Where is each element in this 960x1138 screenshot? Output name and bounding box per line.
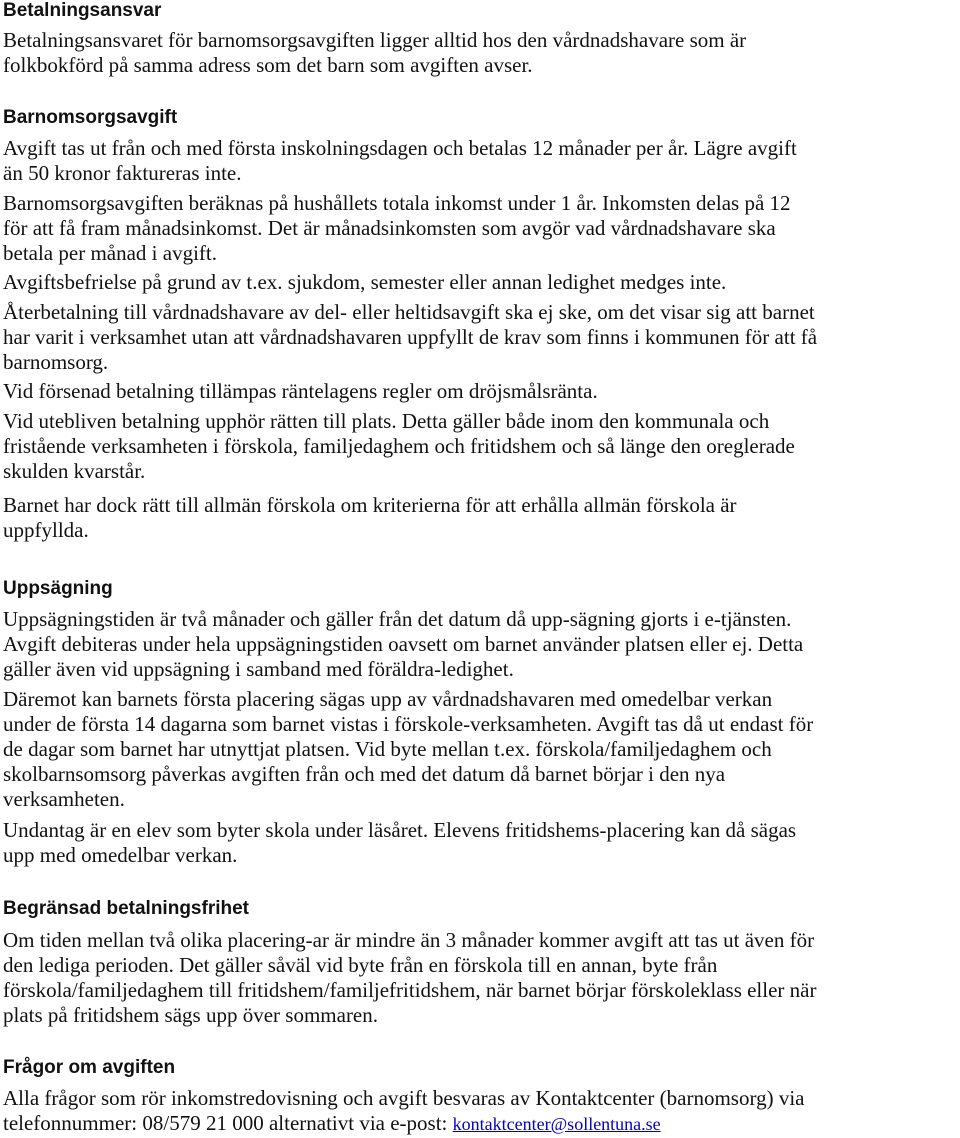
section-heading-fragor-om-avgiften: Frågor om avgiften: [3, 1057, 176, 1078]
section-heading-begransad-betalningsfrihet: Begränsad betalningsfrihet: [3, 898, 249, 919]
paragraph-line: betala per månad i avgift.: [3, 241, 217, 265]
paragraph-line: Undantag är en elev som byter skola under läsåret. Elevens fritidshems-placering kan då sägas: [3, 818, 797, 842]
section-heading-barnomsorgsavgift: Barnomsorgsavgift: [3, 107, 178, 128]
paragraph-line: folkbokförd på samma adress som det barn som avgiften avser.: [3, 53, 533, 77]
paragraph-line: plats på fritidshem sägs upp över sommaren.: [3, 1003, 379, 1027]
paragraph-line: Vid utebliven betalning upphör rätten till plats. Detta gäller både inom den kommunala och: [3, 409, 770, 433]
paragraph-line: Däremot kan barnets första placering sägas upp av vårdnadshavaren med omedelbar verkan: [3, 687, 773, 711]
paragraph-line: Betalningsansvaret för barnomsorgsavgiften ligger alltid hos den vårdnadshavare som är: [3, 28, 747, 52]
paragraph-line: Barnomsorgsavgiften beräknas på hushållets totala inkomst under 1 år. Inkomsten delas på 12: [3, 191, 791, 215]
paragraph-line: skolbarnsomsorg påverkas avgiften från och med det datum då barnet börjar i den nya: [3, 762, 726, 786]
paragraph-line: barnomsorg.: [3, 350, 109, 374]
paragraph-line: Alla frågor som rör inkomstredovisning och avgift besvaras av Kontaktcenter (barnomsorg) via: [3, 1086, 805, 1110]
paragraph-line: Vid försenad betalning tillämpas räntelagens regler om dröjsmålsränta.: [3, 379, 598, 403]
paragraph-line: verksamheten.: [3, 787, 125, 811]
paragraph-line: fristående verksamheten i förskola, familjedaghem och fritidshem och så länge den oreglerade: [3, 434, 795, 458]
section-heading-betalningsansvar: Betalningsansvar: [3, 0, 162, 21]
paragraph-line: för att få fram månadsinkomst. Det är månadsinkomsten som avgör vad vårdnadshavare ska: [3, 216, 776, 240]
paragraph-line: Avgift debiteras under hela uppsägningstiden oavsett om barnet använder platsen eller ej. Detta: [3, 632, 804, 656]
paragraph-line: har varit i verksamhet utan att vårdnadshavaren uppfyllt de krav som finns i kommunen för att få: [3, 325, 818, 349]
paragraph-line: Uppsägningstiden är två månader och gäller från det datum då upp-sägning gjorts i e-tjänsten.: [3, 607, 792, 631]
paragraph-line: Barnet har dock rätt till allmän förskola om kriterierna för att erhålla allmän förskola är: [3, 493, 737, 517]
paragraph-line: upp med omedelbar verkan.: [3, 843, 238, 867]
paragraph-line: Om tiden mellan två olika placering-ar är mindre än 3 månader kommer avgift att tas ut även för: [3, 928, 815, 952]
paragraph-line: förskola/familjedaghem till fritidshem/familjefritidshem, när barnet börjar förskoleklass eller när: [3, 978, 817, 1002]
paragraph-line: uppfyllda.: [3, 518, 89, 542]
paragraph-line: den lediga perioden. Det gäller såväl vid byte från en förskola till en annan, byte från: [3, 953, 718, 977]
contact-line: [3, 1111, 661, 1137]
paragraph-line: skulden kvarstår.: [3, 459, 146, 483]
section-heading-uppsagning: Uppsägning: [3, 578, 113, 599]
paragraph-line: under de första 14 dagarna som barnet vistas i förskole-verksamheten. Avgift tas då ut endast för: [3, 712, 814, 736]
paragraph-line: Avgift tas ut från och med första inskolningsdagen och betalas 12 månader per år. Lägre avgift: [3, 136, 797, 160]
paragraph-line: de dagar som barnet har utnyttjat platsen. Vid byte mellan t.ex. förskola/familjedaghem och: [3, 737, 772, 761]
paragraph-line: än 50 kronor faktureras inte.: [3, 161, 242, 185]
paragraph-line: gäller även vid uppsägning i samband med föräldra-ledighet.: [3, 657, 514, 681]
paragraph-line: Avgiftsbefrielse på grund av t.ex. sjukdom, semester eller annan ledighet medges inte.: [3, 270, 727, 294]
contact-line-text: telefonnummer: 08/579 21 000 alternativt via e-post:: [3, 1111, 453, 1135]
paragraph-line: Återbetalning till vårdnadshavare av del- eller heltidsavgift ska ej ske, om det visar sig att barnet: [3, 300, 815, 324]
email-link[interactable]: kontaktcenter@sollentuna.se: [452, 1114, 661, 1134]
